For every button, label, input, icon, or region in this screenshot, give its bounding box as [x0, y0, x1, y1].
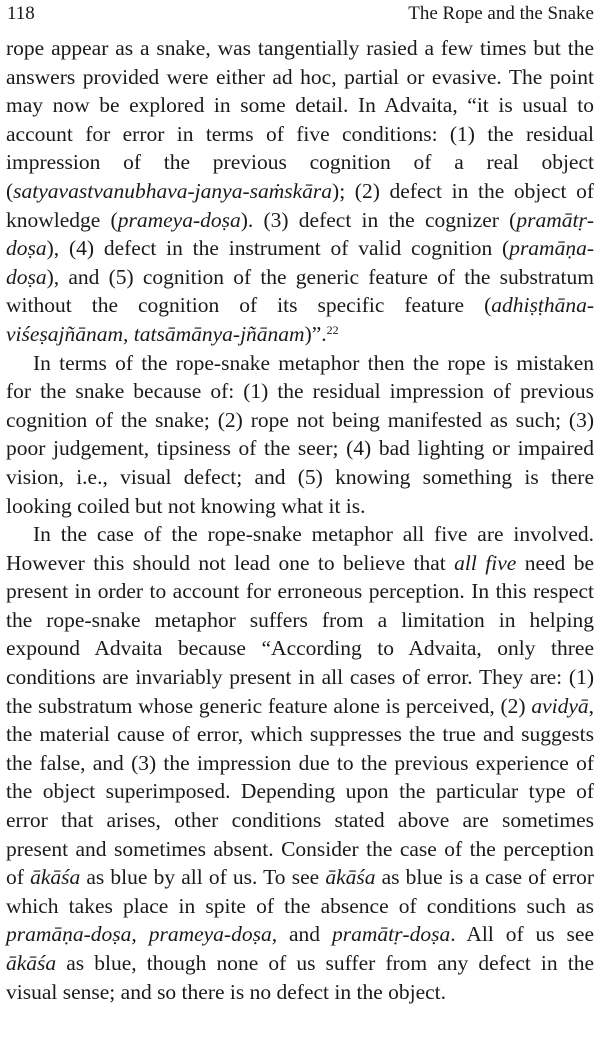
- p3-italic-2: avidyā: [531, 693, 589, 718]
- p1-text-4: ), (4) defect in the instrument of valid cognition (: [46, 236, 510, 261]
- p1-text-2: ); (2) defect in the object of knowledge (: [6, 178, 594, 232]
- paragraph-3: [6, 520, 594, 1006]
- p3-italic-7: ākāśa: [6, 951, 57, 975]
- p3-text-1: In the case of the rope-snake metaphor all five are involved. However this should not lead one to believe that: [6, 522, 594, 575]
- running-title: The Rope and the Snake: [408, 3, 594, 24]
- p3-text-7: . All of us see: [450, 922, 594, 947]
- p3-text-3: , the material cause of error, which suppresses the true and suggests the false, and (3) the impression due to the previous experience of the object superimposed. Depending upon the particular type of error that arises, other conditions stated above are sometimes present and sometimes absent. Consider the case of the perception of: [6, 693, 594, 890]
- paragraph-2: In terms of the rope-snake metaphor then the rope is mistaken for the snake because of: (1) the residual impression of previous cognition of the snake; (2) rope not being manifested as such; (3) poor judgement, tipsiness of the seer; (4) bad lighting or impaired vision, i.e., visual defect; and (5) knowing something is there looking coiled but not knowing what it is.: [6, 350, 594, 518]
- body-text: [6, 34, 594, 1006]
- paragraph-1: [6, 34, 594, 349]
- p1-text-1: rope appear as a snake, was tangentially rasied a few times but the answers provided were either ad hoc, partial or evasive. The point may now be explored in some detail. In Advaita, “it is usual to account for error in terms of five conditions: (1) the residual impression of the previous cognition of a real object (: [6, 36, 594, 203]
- p1-italic-2: prameya-doṣa: [117, 207, 241, 232]
- p1-italic-1: satyavastvanubhava-janya-saṁskāra: [13, 178, 333, 203]
- p3-italic-6: pramātṛ-doṣa: [331, 922, 451, 947]
- p1-italic-5: adhiṣṭhāna-viśeṣajñānam, tatsāmānya-jñānam: [6, 293, 594, 346]
- p3-text-4: as blue by all of us. To see: [80, 865, 326, 890]
- page-header: [6, 2, 594, 28]
- p3-italic-3: ākāśa: [30, 865, 81, 890]
- p1-text-5: ), and (5) cognition of the generic feature of the substratum without the cognition of its specific feature (: [6, 264, 594, 318]
- p3-text-2: need be present in order to account for erroneous perception. In this respect the rope-snake metaphor suffers from a limitation in helping expound Advaita because “According to Advaita, only three conditions are invariably present in all cases of error. They are: (1) the substratum whose generic feature alone is perceived, (2): [6, 550, 594, 718]
- p3-italic-1: all five: [454, 550, 517, 575]
- footnote-reference: 22: [326, 322, 339, 337]
- p3-italic-4: ākāśa: [325, 865, 376, 890]
- p3-text-6: and: [277, 922, 332, 947]
- p3-italic-5: pramāṇa-doṣa, prameya-doṣa,: [6, 922, 278, 947]
- page-number: 118: [7, 3, 35, 24]
- p1-italic-4: pramāṇa-doṣa: [6, 236, 594, 289]
- p3-text-5: as blue is a case of error which takes place in spite of the absence of conditions such as: [6, 865, 594, 918]
- p1-text-6: )”.: [304, 321, 327, 346]
- p3-text-8: as blue, though none of us suffer from any defect in the visual sense; and so there is no defect in the object.: [6, 951, 594, 1004]
- p1-text-3: ). (3) defect in the cognizer (: [240, 207, 517, 232]
- p1-italic-3: pramātṛ-doṣa: [6, 207, 594, 261]
